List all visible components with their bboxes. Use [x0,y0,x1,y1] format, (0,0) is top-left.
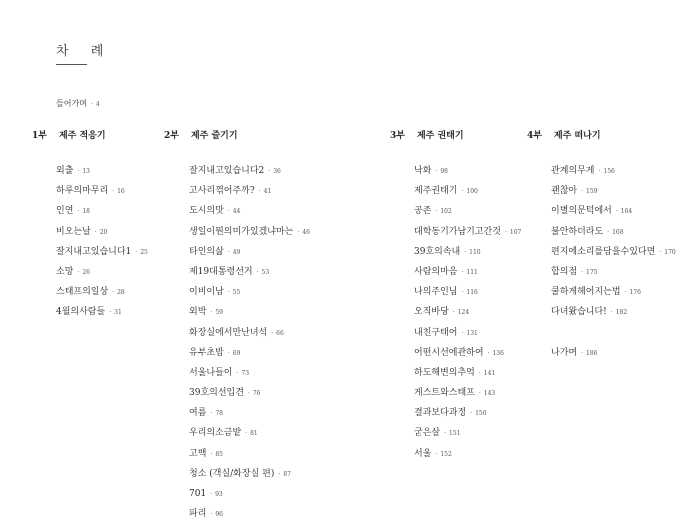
part-2-heading [164,128,238,141]
chapter-separator: · [487,349,490,357]
part-title: 제주 떠나기 [553,131,601,141]
chapter-page: 46 [302,228,310,236]
chapter-entry [189,204,310,224]
chapter-entry [414,184,521,204]
chapter-page: 102 [440,208,452,216]
chapter-page: 156 [603,168,615,175]
chapter-entry [414,447,521,467]
chapter-separator: · [478,369,481,377]
part-3-heading [390,128,464,141]
toc-title-underline [56,64,87,65]
chapter-entry [414,386,521,406]
chapter-entry [189,447,310,467]
chapter-entry [189,406,310,426]
chapter-separator: · [227,248,230,256]
chapter-entry [189,346,310,366]
chapter-title: 여름 [189,408,207,419]
part-number: 2부 [164,131,179,141]
chapter-separator: · [112,188,115,196]
chapter-title: 39호의선입견 [189,388,244,399]
chapter-separator: · [210,491,213,498]
chapter-title: 외출 [56,166,74,176]
chapter-separator: · [461,289,464,297]
chapter-separator: · [610,309,613,317]
chapter-entry [56,164,148,184]
chapter-title: 이비이남 [189,287,224,298]
chapter-page: 152 [440,450,452,458]
chapter-separator: · [435,450,438,458]
chapter-page: 141 [483,369,496,377]
chapter-entry [551,346,676,366]
chapter-separator: · [615,208,618,216]
chapter-page: 96 [215,511,223,519]
chapter-page: 116 [466,289,478,297]
chapter-page: 110 [469,248,481,256]
chapter-page: 175 [586,268,598,276]
chapter-title: 제주권태기 [414,186,458,197]
chapter-entry [551,184,676,204]
chapter-separator: · [268,168,271,175]
chapter-page: 53 [261,268,270,276]
chapter-title: 하루의마무리 [56,186,109,197]
chapter-separator: · [598,168,601,175]
chapter-title: 서울나들이 [189,367,233,378]
chapter-title: 우리의소금밭 [189,428,242,439]
chapter-title: 괜찮아 [551,186,578,197]
chapter-title: 701 [189,489,207,499]
chapter-separator: · [210,309,213,317]
chapter-page: 150 [475,410,487,418]
chapter-entry [56,305,148,325]
chapter-separator: · [94,228,97,236]
chapter-title: 고백 [189,448,207,459]
chapter-title: 잘지내고있습니다2 [189,166,265,176]
chapter-separator: · [581,268,584,276]
chapter-page: 143 [483,390,496,398]
chapter-separator: · [236,369,239,377]
chapter-separator: · [659,248,662,256]
chapter-title: 나의주인님 [414,287,458,298]
chapter-entry [414,346,521,366]
part-2-chapter-list [189,164,310,527]
chapter-page: 111 [466,268,478,276]
chapter-entry [189,487,310,507]
chapter-page: 18 [82,208,90,216]
chapter-page: 98 [440,168,448,175]
chapter-separator: · [607,228,610,236]
chapter-separator: · [227,349,230,357]
chapter-page: 36 [273,168,281,175]
chapter-separator: · [245,430,248,438]
chapter-separator: · [256,268,259,276]
chapter-entry [189,426,310,446]
chapter-title: 외박 [189,307,207,318]
part-title: 제주 즐기기 [190,131,238,141]
chapter-entry [551,225,676,245]
chapter-title: 다녀왔습니다! [551,307,607,318]
chapter-separator: · [470,410,473,418]
chapter-separator: · [77,208,80,216]
intro-page: 4 [95,101,100,108]
chapter-separator: · [478,390,481,398]
chapter-title: 생일이뭔의미가있겠냐마는 [189,226,294,237]
part-title: 제주 권태기 [416,131,464,141]
chapter-title: 4월의사람들 [56,307,106,318]
chapter-page: 69 [232,349,241,357]
chapter-separator: · [112,289,115,297]
chapter-separator: · [435,208,438,216]
chapter-title: 어떤시선에관하여 [414,347,484,358]
chapter-entry [189,507,310,527]
chapter-title: 도시의맛 [189,206,224,217]
chapter-title: 인연 [56,206,74,217]
toc-title: 차 례 [56,44,113,59]
chapter-title: 합의점 [551,266,578,277]
chapter-page: 186 [586,349,598,357]
chapter-separator: · [297,228,300,236]
part-number: 1부 [32,131,47,141]
chapter-entry [414,164,521,184]
chapter-page: 44 [232,208,241,216]
chapter-page: 31 [114,309,122,317]
chapter-page: 170 [664,248,676,256]
chapter-page: 59 [215,309,223,317]
chapter-separator: · [464,248,467,256]
chapter-separator: · [135,248,138,256]
chapter-entry [56,225,148,245]
chapter-title: 불안하더라도 [551,226,604,237]
part-3-chapter-list [414,164,521,467]
chapter-title: 하도해변의추억 [414,367,475,378]
chapter-page: 41 [263,188,272,196]
chapter-separator: · [452,309,455,317]
chapter-separator: · [624,289,627,297]
chapter-title: 잘지내고있습니다1 [56,246,132,257]
part-number: 3부 [390,131,405,141]
chapter-page: 176 [629,289,641,297]
chapter-title: 스태프의일상 [56,287,109,298]
chapter-separator: · [258,188,261,196]
chapter-title: 편지에소리를담을수있다면 [551,246,656,257]
chapter-page: 87 [283,470,291,478]
chapter-page: 73 [241,369,250,377]
chapter-entry [56,265,148,285]
chapter-title: 소망 [56,266,74,277]
chapter-page: 136 [492,349,504,357]
chapter-title: 비오는날 [56,226,91,237]
chapter-entry [56,245,148,265]
chapter-entry [414,326,521,346]
chapter-separator: · [504,228,507,236]
chapter-separator: · [278,470,281,478]
part-1-heading [32,128,106,141]
chapter-title: 결과보다과정 [414,408,467,419]
chapter-separator: · [581,349,584,357]
chapter-page: 55 [232,289,241,297]
chapter-page: 151 [449,430,461,438]
chapter-title: 이별의문턱에서 [551,206,612,217]
part-title: 제주 적응기 [58,131,106,141]
chapter-entry [551,204,676,224]
chapter-page: 26 [82,268,90,276]
chapter-separator: · [247,390,250,398]
chapter-separator: · [227,208,230,216]
chapter-separator: · [271,329,274,337]
chapter-title: 화장실에서만난녀석 [189,327,268,338]
chapter-page: 131 [466,329,478,337]
chapter-separator: · [461,188,464,196]
chapter-entry [56,204,148,224]
chapter-page: 49 [232,248,241,256]
chapter-entry [189,285,310,305]
chapter-entry [414,366,521,386]
chapter-entry [189,326,310,346]
chapter-separator: · [210,450,213,458]
chapter-separator: · [461,329,464,337]
chapter-title: 쿨하게헤어지는법 [551,287,621,298]
chapter-entry [414,265,521,285]
chapter-entry [189,225,310,245]
chapter-entry [414,406,521,426]
chapter-entry [551,326,676,346]
chapter-entry [189,265,310,285]
chapter-separator: · [435,168,438,175]
chapter-page: 16 [117,188,125,196]
chapter-separator: · [210,410,213,418]
chapter-page: 85 [215,450,223,458]
chapter-entry [189,164,310,184]
chapter-entry [551,285,676,305]
chapter-entry [56,285,148,305]
chapter-page: 182 [615,309,628,317]
chapter-separator: · [77,268,80,276]
chapter-entry [551,305,676,325]
chapter-title: 나가며 [551,347,578,358]
part-4-chapter-list [551,164,676,366]
chapter-title: 타인의삶 [189,246,224,257]
chapter-title: 청소 (객실/화장실 편) [189,468,275,479]
chapter-entry [189,366,310,386]
chapter-entry [189,467,310,487]
chapter-page: 28 [117,289,125,297]
chapter-page: 66 [276,329,284,337]
chapter-entry [414,225,521,245]
chapter-page: 159 [586,188,598,196]
chapter-entry [414,285,521,305]
chapter-entry [414,305,521,325]
chapter-page: 13 [82,168,90,175]
chapter-page: 78 [215,410,223,418]
chapter-entry [551,265,676,285]
chapter-entry [414,204,521,224]
chapter-page: 164 [620,208,633,216]
chapter-separator: · [461,268,464,276]
chapter-page: 168 [612,228,624,236]
chapter-entry [551,164,676,184]
chapter-title: 공존 [414,206,432,217]
chapter-page: 76 [252,390,261,398]
chapter-separator: · [77,168,80,175]
chapter-title: 낙화 [414,166,432,176]
chapter-title: 39호의속내 [414,246,461,257]
chapter-page: 20 [99,228,108,236]
chapter-entry [189,184,310,204]
chapter-entry [189,305,310,325]
chapter-separator: · [210,511,213,519]
chapter-page: 100 [466,188,478,196]
chapter-entry [551,245,676,265]
chapter-separator: · [227,289,230,297]
chapter-separator: · [444,430,447,438]
chapter-title: 파리 [189,509,207,520]
chapter-page: 93 [215,491,223,498]
chapter-title: 서울 [414,448,432,459]
chapter-title: 내친구태어 [414,327,458,338]
chapter-entry [56,184,148,204]
chapter-page: 81 [250,430,258,438]
part-4-heading [527,128,601,141]
chapter-title: 굳은살 [414,428,441,439]
chapter-entry [414,426,521,446]
chapter-title: 대학동기가남기고간것 [414,226,501,237]
chapter-title: 고사리꺾어주까? [189,186,255,197]
chapter-title: 사람의마음 [414,266,458,277]
chapter-page: 107 [509,228,522,236]
chapter-separator: · [581,188,584,196]
chapter-separator: · [109,309,112,317]
chapter-title: 유부초밥 [189,347,224,358]
chapter-title: 게스트와스태프 [414,388,475,399]
part-1-chapter-list [56,164,148,326]
chapter-title: 제19대통령선거 [189,266,253,277]
intro-entry: 들어가며 · 4 [56,99,100,108]
chapter-page: 25 [140,248,148,256]
chapter-title: 관계의무게 [551,166,595,176]
intro-title: 들어가며 [56,99,87,108]
chapter-title: 오직바당 [414,307,449,318]
part-number: 4부 [527,131,542,141]
chapter-entry [189,386,310,406]
chapter-page: 124 [457,309,470,317]
chapter-entry [189,245,310,265]
chapter-entry [414,245,521,265]
